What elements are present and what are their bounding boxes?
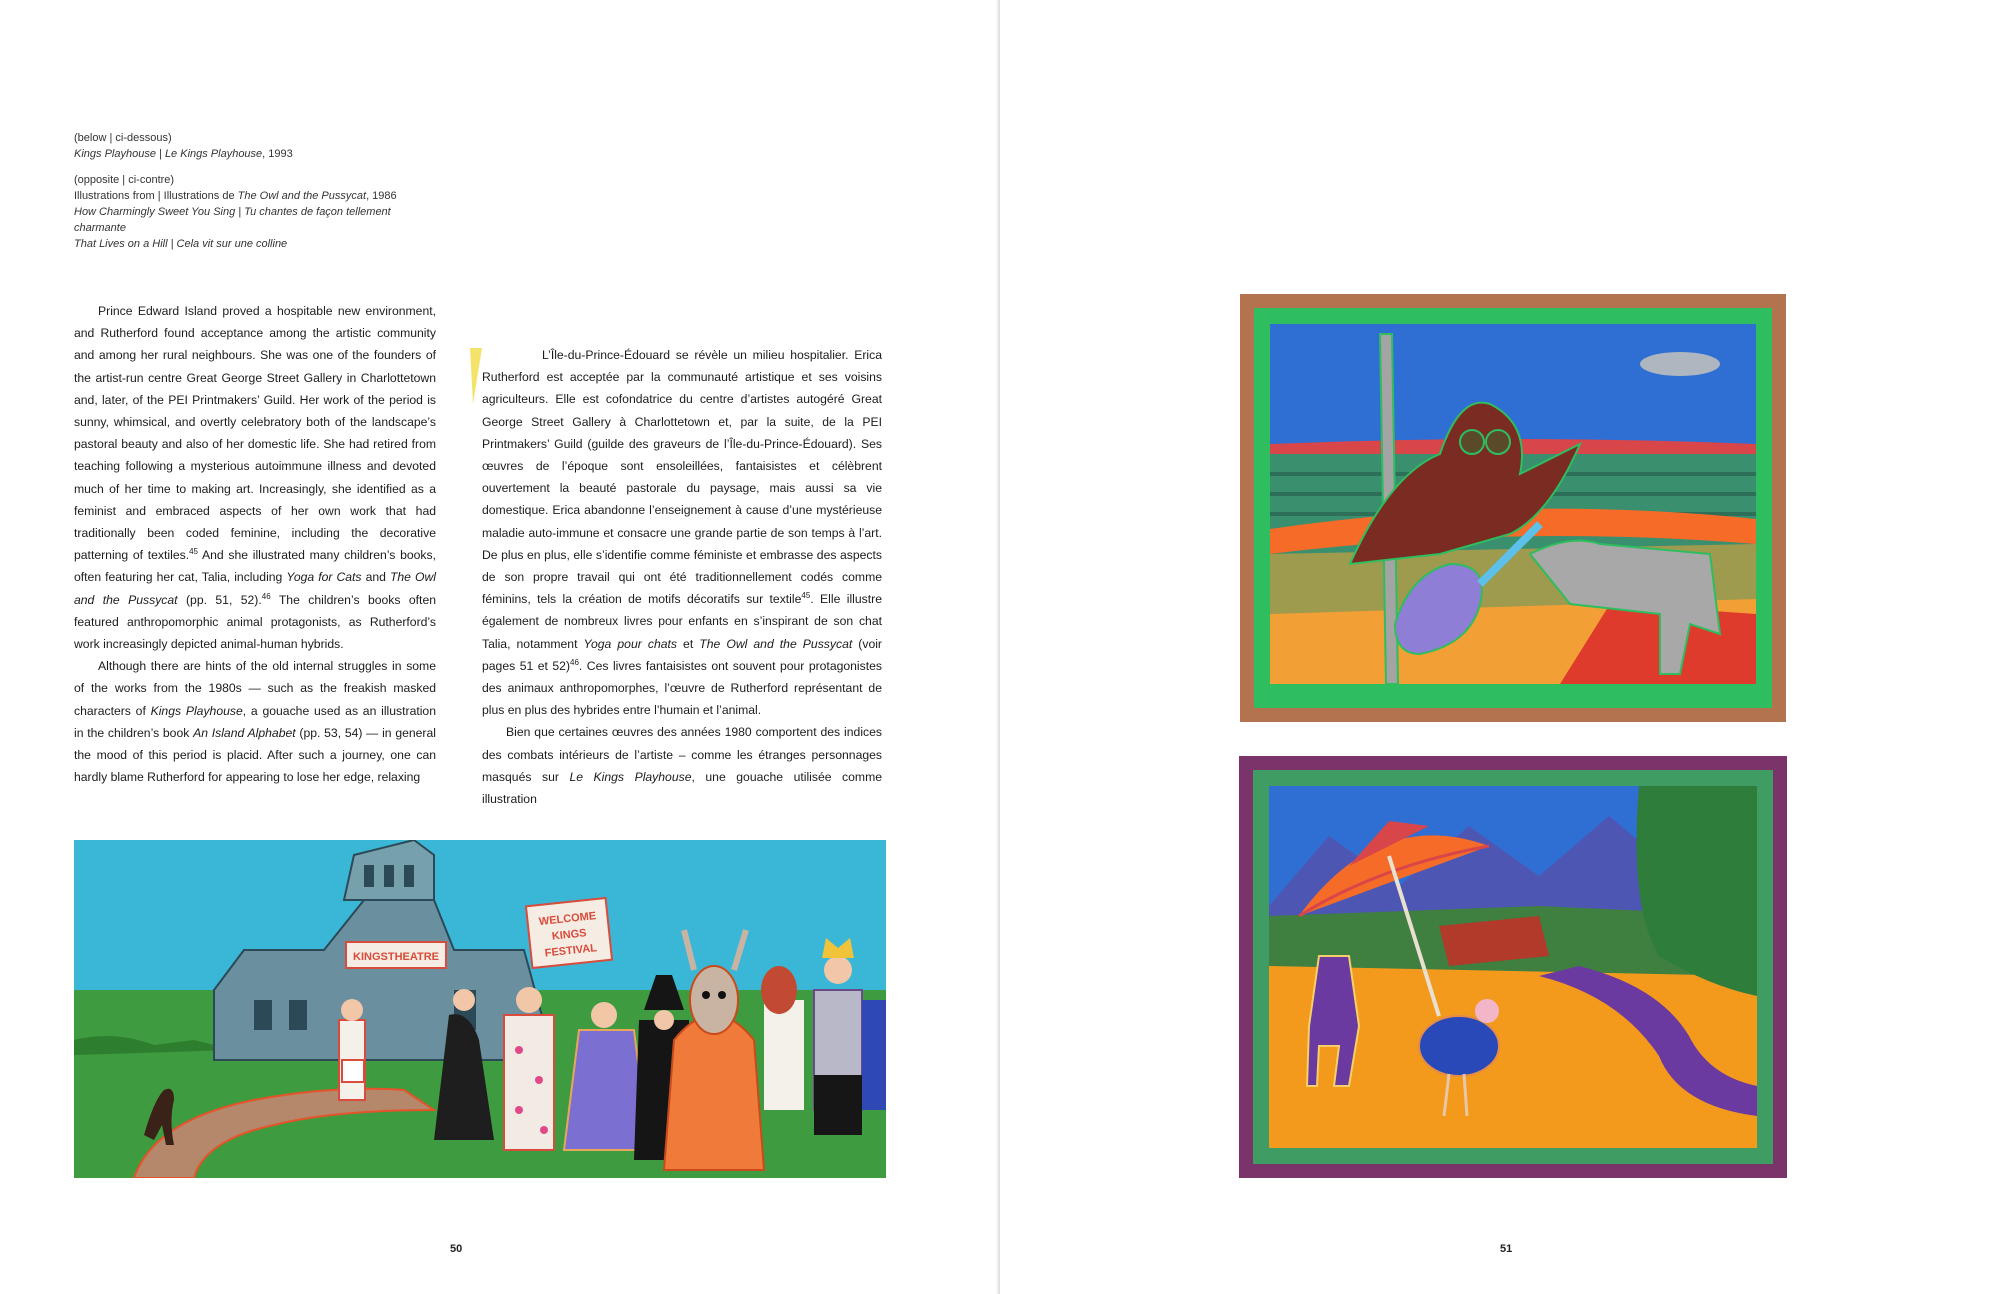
english-paragraph-2: Although there are hints of the old internal struggles in some of the works from the 1980s — such as the freakish masked characters of Kings Playhouse, a gouache used as an illustration in the children’s book An Island Alphabet (pp. 53, 54) — in general the mood of this period is placid. After such a journey, one can hardly blame Rutherford for appearing to lose her edge, relaxing xyxy=(74,659,436,785)
english-paragraph-1: Prince Edward Island proved a hospitable new environment, and Rutherford found acceptance among the artistic community and among her rural neighbours. She was one of the founders of the artist-run centre Great George Street Gallery in Charlottetown and, later, of the PEI Printmakers’ Guild. Her work of the period is sunny, whimsical, and overtly celebratory both of the landscape’s pastoral beauty and also of her domestic life. She had retired from teaching following a mysterious autoimmune illness and devoted much of her time to making art. Increasingly, she identified as a feminist and embraced aspects of her own work that had traditionally been coded feminine, including the decorative patterning of textiles.$^{45}$ And she illustrated many children’s books, often featuring her cat, Talia, including Yoga for Cats and The Owl and the Pussycat (pp. 51, 52).$^{46}$ The children’s books often featured anthropomorphic animal protagonists, as Rutherford’s work increasingly depicted animal-human hybrids. xyxy=(74,304,437,652)
right-page xyxy=(1000,0,2000,1294)
image-captions xyxy=(74,130,424,252)
caption-opposite-item-2: That Lives on a Hill | Cela vit sur une colline xyxy=(74,238,288,250)
page-number-right: 51 xyxy=(1500,1243,1513,1255)
french-paragraph-1: L’Île-du-Prince-Édouard se révèle un milieu hospitalier. Erica Rutherford est acceptée par la communauté artistique et ses voisins agriculteurs. Elle est cofondatrice du centre d’artistes autogéré Great George Street Gallery à Charlottetown et, par la suite, de la PEI Printmakers’ Guild (guilde des graveurs de l’Île-du-Prince-Édouard). Ses œuvres de l’époque sont ensoleillées, fantaisistes et célèbrent ouvertement la beauté pastorale du paysage, mais aussi sa vie domestique. Erica abandonne l’enseignement à cause d’une mystérieuse maladie auto-immune et consacre une grande partie de son temps à l’art. De plus en plus, elle s’identifie comme féministe et embrasse des aspects de son propre travail qui ont été traditionnellement codés comme féminins, tels la création de motifs décoratifs sur textile$^{45}$. Elle illustre également de nombreux livres pour enfants en s’inspirant de son chat Talia, notamment Yoga pour chats et The Owl and the Pussycat (voir pages 51 et 52)$^{46}$. Ces livres fantaisistes ont souvent pour protagonistes des animaux anthropomorphes, l’œuvre de Rutherford représentant de plus en plus des hybrides entre l’humain et l’animal. xyxy=(482,348,882,718)
kings-playhouse-painting xyxy=(74,840,886,1178)
page-number-left: 50 xyxy=(450,1243,463,1255)
caption-opposite-label: (opposite | ci-contre) xyxy=(74,174,175,186)
caption-opposite-item-1: How Charmingly Sweet You Sing | Tu chantes de façon tellement charmante xyxy=(74,206,391,234)
banner-welcome: WELCOME xyxy=(538,910,597,929)
french-marker-icon xyxy=(470,348,482,404)
banner-festival: FESTIVAL xyxy=(544,942,598,960)
owl-and-pussycat-painting xyxy=(1240,294,1786,722)
french-paragraph-2: Bien que certaines œuvres des années 1980 comportent des indices des combats intérieurs de l’artiste – comme les étranges personnages masqués sur Le Kings Playhouse, une gouache utilisée comme illustration xyxy=(482,725,882,807)
english-text-column xyxy=(74,300,436,788)
banner-kings-theatre: KINGSTHEATRE xyxy=(353,951,439,963)
caption-opposite-intro: Illustrations from | Illustrations de The Owl and the Pussycat, 1986 xyxy=(74,190,397,202)
french-text-column xyxy=(482,344,882,810)
that-lives-on-a-hill-painting xyxy=(1239,756,1787,1178)
caption-below-label: (below | ci-dessous) xyxy=(74,132,172,144)
banner-kings: KINGS xyxy=(551,927,588,943)
caption-below-title: Kings Playhouse | Le Kings Playhouse, 1993 xyxy=(74,148,293,160)
